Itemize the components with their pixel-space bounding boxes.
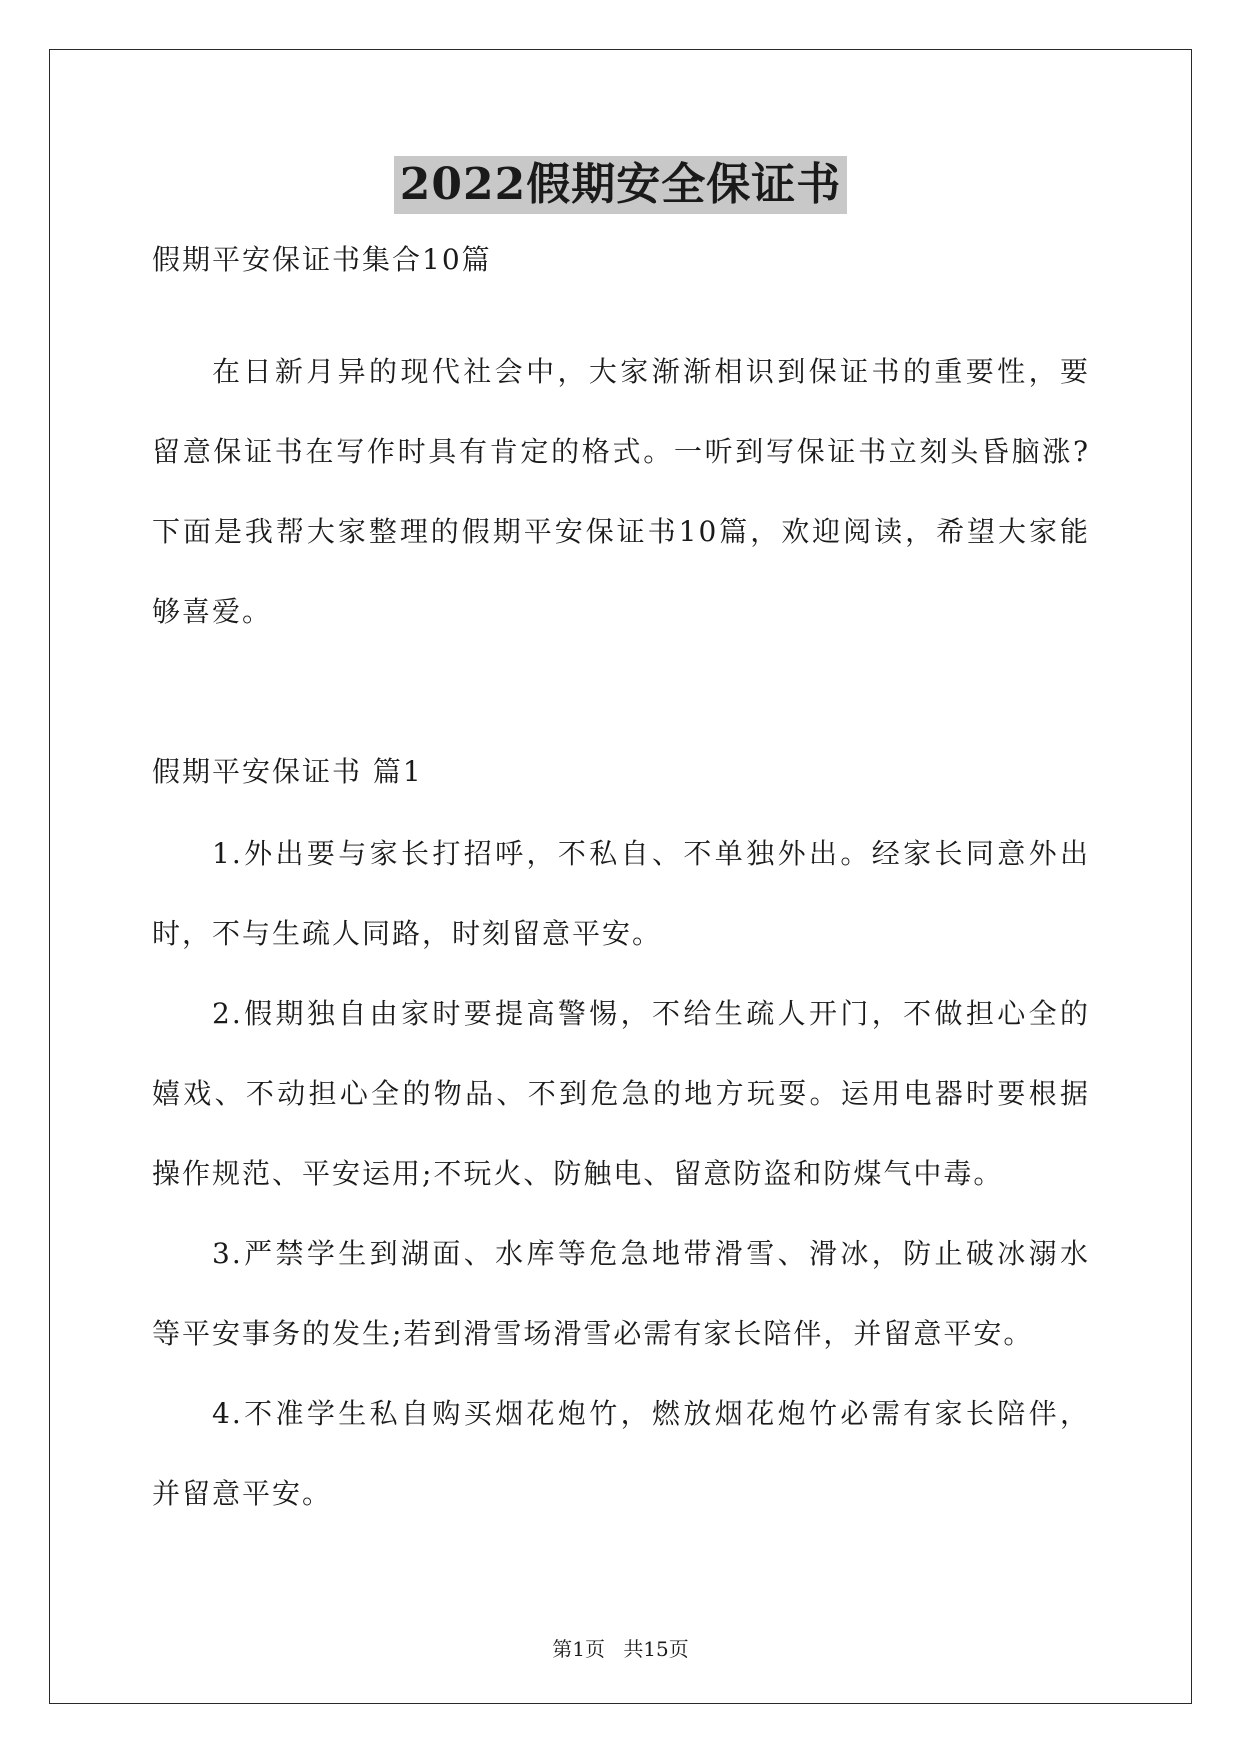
intro-line-3: 下面是我帮大家整理的假期平安保证书10篇，欢迎阅读，希望大家能 [152,515,1090,548]
page-total: 共15页 [623,1637,689,1661]
item-1-line-2: 时，不与生疏人同路，时刻留意平安。 [152,917,663,950]
title-container [0,156,1241,214]
item-2-line-3: 操作规范、平安运用;不玩火、防触电、留意防盗和防煤气中毒。 [152,1157,1004,1190]
item-3-line-1: 3.严禁学生到湖面、水库等危急地带滑雪、滑冰，防止破冰溺水 [212,1237,1090,1270]
subtitle: 假期平安保证书集合10篇 [152,243,492,276]
intro-line-4: 够喜爱。 [152,595,273,628]
item-2-line-1: 2.假期独自由家时要提高警惕，不给生疏人开门，不做担心全的 [212,997,1090,1030]
page-border [49,49,1192,1704]
document-title: 2022假期安全保证书 [394,156,847,214]
section-heading: 假期平安保证书 篇1 [152,755,423,788]
item-2-line-2: 嬉戏、不动担心全的物品、不到危急的地方玩耍。运用电器时要根据 [152,1077,1090,1110]
item-1-line-1: 1.外出要与家长打招呼，不私自、不单独外出。经家长同意外出 [212,837,1090,870]
item-3-line-2: 等平安事务的发生;若到滑雪场滑雪必需有家长陪伴，并留意平安。 [152,1317,1034,1350]
item-4-line-2: 并留意平安。 [152,1477,333,1510]
intro-line-1: 在日新月异的现代社会中，大家渐渐相识到保证书的重要性，要 [212,355,1090,388]
page-number: 第1页 [552,1637,605,1661]
page-footer [0,1636,1241,1662]
intro-line-2: 留意保证书在写作时具有肯定的格式。一听到写保证书立刻头昏脑涨? [152,435,1090,468]
item-4-line-1: 4.不准学生私自购买烟花炮竹，燃放烟花炮竹必需有家长陪伴， [212,1397,1090,1430]
